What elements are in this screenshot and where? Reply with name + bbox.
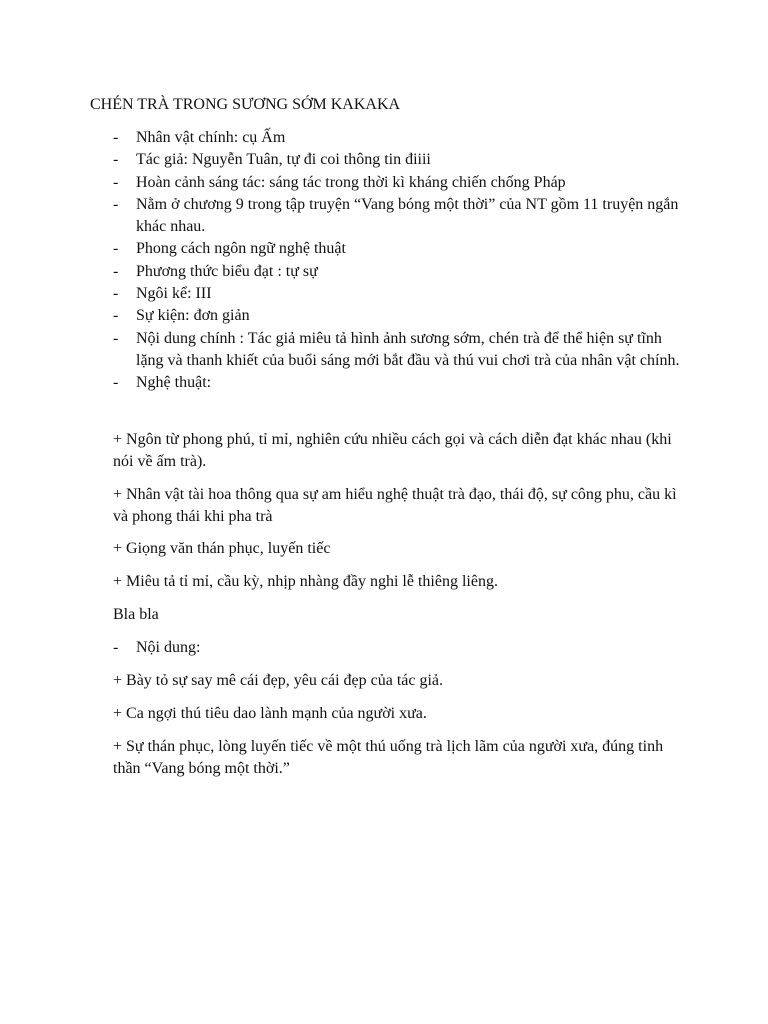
list-item-text: Sự kiện: đơn giản bbox=[136, 307, 250, 325]
content-heading bbox=[113, 637, 200, 659]
list-item bbox=[113, 149, 693, 171]
art-point-paragraph: + Ngôn từ phong phú, tỉ mỉ, nghiên cứu nhiều cách gọi và cách diễn đạt khác nhau (khi nói về ấm trà). bbox=[113, 431, 672, 471]
info-list bbox=[113, 127, 693, 395]
list-item bbox=[113, 328, 693, 373]
dash-bullet: - bbox=[113, 240, 119, 258]
dash-bullet: - bbox=[113, 262, 119, 280]
list-item-text: Ngôi kể: III bbox=[136, 285, 212, 303]
content-point-paragraph: + Sự thán phục, lòng luyến tiếc về một thú uống trà lịch lãm của người xưa, đúng tinh thần “Vang bóng một thời.” bbox=[113, 738, 664, 778]
content-point-paragraph: + Bày tỏ sự say mê cái đẹp, yêu cái đẹp của tác giả. bbox=[113, 672, 444, 689]
dash-bullet: - bbox=[113, 639, 119, 656]
document-title: CHÉN TRÀ TRONG SƯƠNG SỚM KAKAKA bbox=[90, 96, 401, 113]
list-item-text: Nhân vật chính: cụ Ấm bbox=[136, 129, 286, 146]
dash-bullet: - bbox=[113, 173, 119, 191]
dash-bullet: - bbox=[113, 195, 119, 213]
list-item bbox=[113, 261, 693, 283]
dash-bullet: - bbox=[113, 285, 119, 303]
dash-bullet: - bbox=[113, 307, 119, 325]
dash-bullet: - bbox=[113, 129, 119, 146]
list-item-text: Nằm ở chương 9 trong tập truyện “Vang bóng một thời” của NT gồm 11 truyện ngắn khác nhau. bbox=[136, 195, 679, 236]
list-item bbox=[113, 305, 693, 327]
list-item bbox=[113, 127, 693, 149]
list-item-text: Nghệ thuật: bbox=[136, 374, 212, 392]
dash-bullet: - bbox=[113, 151, 119, 169]
list-item-text: Phương thức biểu đạt : tự sự bbox=[136, 262, 318, 280]
list-item bbox=[113, 194, 693, 239]
list-item bbox=[113, 372, 693, 394]
content-point-paragraph: + Ca ngợi thú tiêu dao lành mạnh của người xưa. bbox=[113, 705, 427, 722]
art-point-paragraph: + Miêu tả tỉ mỉ, cầu kỳ, nhịp nhàng đầy nghi lễ thiêng liêng. bbox=[113, 573, 498, 590]
art-point-paragraph: + Giọng văn thán phục, luyến tiếc bbox=[113, 540, 331, 557]
list-item-text: Phong cách ngôn ngữ nghệ thuật bbox=[136, 240, 346, 258]
dash-bullet: - bbox=[113, 329, 119, 347]
list-item-text: Hoàn cảnh sáng tác: sáng tác trong thời kì kháng chiến chống Pháp bbox=[136, 173, 566, 191]
content-heading-text: Nội dung: bbox=[136, 639, 201, 656]
dash-bullet: - bbox=[113, 374, 119, 392]
list-item bbox=[113, 238, 693, 260]
list-item bbox=[113, 172, 693, 194]
bla-paragraph: Bla bla bbox=[113, 606, 159, 623]
list-item bbox=[113, 283, 693, 305]
art-point-paragraph: + Nhân vật tài hoa thông qua sự am hiểu nghệ thuật trà đạo, thái độ, sự công phu, cầu kì và phong thái khi pha trà bbox=[113, 486, 677, 526]
list-item-text: Nội dung chính : Tác giả miêu tả hình ảnh sương sớm, chén trà để thể hiện sự tĩnh lặng và thanh khiết của buổi sáng mới bắt đầu và thú vui chơi trà của nhân vật chính. bbox=[136, 329, 680, 369]
list-item-text: Tác giả: Nguyễn Tuân, tự đi coi thông tin điiii bbox=[136, 151, 431, 169]
